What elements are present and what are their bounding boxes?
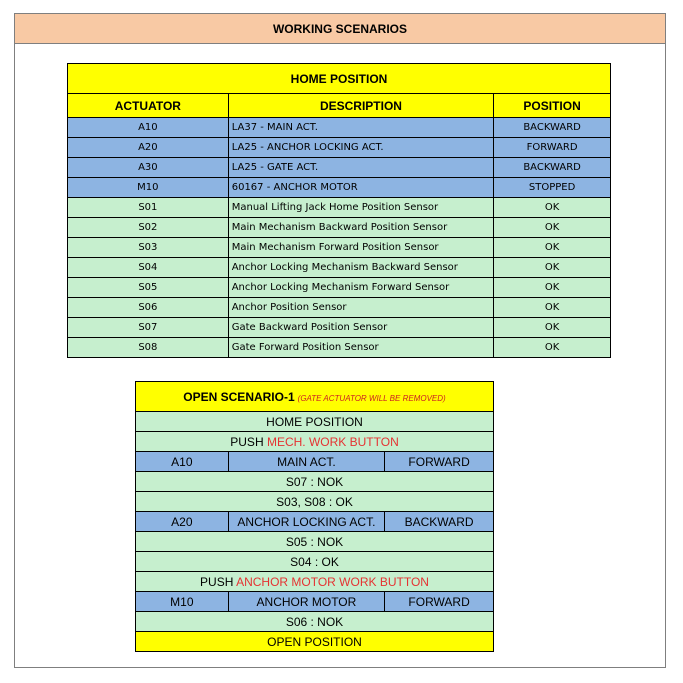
table-row bbox=[136, 532, 494, 552]
page-title: WORKING SCENARIOS bbox=[15, 14, 665, 44]
table-row bbox=[136, 512, 494, 532]
table-row bbox=[136, 432, 494, 452]
actuator-cell: S02 bbox=[68, 218, 229, 238]
position-cell: OK bbox=[494, 238, 611, 258]
column-header-actuator: ACTUATOR bbox=[68, 94, 229, 118]
position-cell: OK bbox=[494, 258, 611, 278]
push-anchor-motor-step bbox=[136, 572, 494, 592]
description-cell: Gate Backward Position Sensor bbox=[228, 318, 493, 338]
position-cell: OK bbox=[494, 338, 611, 358]
actuator-cell: A10 bbox=[68, 118, 229, 138]
description-cell: Anchor Position Sensor bbox=[228, 298, 493, 318]
table-row bbox=[68, 318, 611, 338]
actuator-cell: S03 bbox=[68, 238, 229, 258]
description-cell: LA25 - GATE ACT. bbox=[228, 158, 493, 178]
description-cell: 60167 - ANCHOR MOTOR bbox=[228, 178, 493, 198]
actuator-cell: S06 bbox=[68, 298, 229, 318]
actuator-cell: S07 bbox=[68, 318, 229, 338]
table-row bbox=[136, 632, 494, 652]
actuator-cell: S04 bbox=[68, 258, 229, 278]
push-prefix: PUSH bbox=[200, 574, 237, 589]
table-row bbox=[68, 118, 611, 138]
step-actuator-name: ANCHOR MOTOR bbox=[228, 592, 385, 612]
position-cell: OK bbox=[494, 298, 611, 318]
table-row bbox=[136, 472, 494, 492]
home-position-table bbox=[67, 63, 611, 358]
step-actuator-name: MAIN ACT. bbox=[228, 452, 385, 472]
table-row bbox=[136, 492, 494, 512]
position-cell: FORWARD bbox=[494, 138, 611, 158]
description-cell: LA25 - ANCHOR LOCKING ACT. bbox=[228, 138, 493, 158]
actuator-cell: M10 bbox=[68, 178, 229, 198]
description-cell: Anchor Locking Mechanism Forward Sensor bbox=[228, 278, 493, 298]
home-table-title-row bbox=[68, 64, 611, 94]
step-actuator-name: ANCHOR LOCKING ACT. bbox=[228, 512, 385, 532]
table-row bbox=[136, 412, 494, 432]
table-row bbox=[68, 278, 611, 298]
step-actuator-id: A20 bbox=[136, 512, 229, 532]
actuator-cell: A20 bbox=[68, 138, 229, 158]
position-cell: BACKWARD bbox=[494, 118, 611, 138]
description-cell: Manual Lifting Jack Home Position Sensor bbox=[228, 198, 493, 218]
table-row bbox=[136, 452, 494, 472]
sensor-status: S03, S08 : OK bbox=[136, 492, 494, 512]
position-cell: OK bbox=[494, 218, 611, 238]
column-header-position: POSITION bbox=[494, 94, 611, 118]
table-row bbox=[136, 612, 494, 632]
sensor-status: S04 : OK bbox=[136, 552, 494, 572]
step-actuator-direction: FORWARD bbox=[385, 452, 494, 472]
description-cell: LA37 - MAIN ACT. bbox=[228, 118, 493, 138]
position-cell: OK bbox=[494, 318, 611, 338]
column-header-description: DESCRIPTION bbox=[228, 94, 493, 118]
description-cell: Main Mechanism Backward Position Sensor bbox=[228, 218, 493, 238]
scenario-title: OPEN SCENARIO-1 bbox=[183, 389, 295, 404]
position-cell: BACKWARD bbox=[494, 158, 611, 178]
actuator-cell: A30 bbox=[68, 158, 229, 178]
table-row bbox=[68, 198, 611, 218]
sensor-status: S07 : NOK bbox=[136, 472, 494, 492]
home-position-step: HOME POSITION bbox=[136, 412, 494, 432]
position-cell: STOPPED bbox=[494, 178, 611, 198]
sensor-status: S05 : NOK bbox=[136, 532, 494, 552]
push-mech-work-step bbox=[136, 432, 494, 452]
home-table-header-row bbox=[68, 94, 611, 118]
table-row bbox=[68, 218, 611, 238]
scenario-subtitle: (GATE ACTUATOR WILL BE REMOVED) bbox=[297, 393, 446, 403]
mech-work-button-text: MECH. WORK BUTTON bbox=[266, 434, 399, 449]
table-row bbox=[68, 158, 611, 178]
table-row bbox=[68, 338, 611, 358]
description-cell: Gate Forward Position Sensor bbox=[228, 338, 493, 358]
scenario-title-row bbox=[136, 382, 494, 412]
position-cell: OK bbox=[494, 278, 611, 298]
step-actuator-id: M10 bbox=[136, 592, 229, 612]
home-table-body bbox=[68, 118, 611, 358]
table-row bbox=[68, 138, 611, 158]
open-position-step: OPEN POSITION bbox=[136, 632, 494, 652]
table-row bbox=[68, 178, 611, 198]
step-actuator-direction: FORWARD bbox=[385, 592, 494, 612]
actuator-cell: S05 bbox=[68, 278, 229, 298]
table-row bbox=[68, 258, 611, 278]
actuator-cell: S08 bbox=[68, 338, 229, 358]
table-row bbox=[136, 592, 494, 612]
anchor-motor-work-button-text: ANCHOR MOTOR WORK BUTTON bbox=[236, 574, 429, 589]
home-table-title: HOME POSITION bbox=[68, 64, 611, 94]
table-row bbox=[68, 238, 611, 258]
sensor-status: S06 : NOK bbox=[136, 612, 494, 632]
actuator-cell: S01 bbox=[68, 198, 229, 218]
step-actuator-id: A10 bbox=[136, 452, 229, 472]
push-prefix: PUSH bbox=[230, 434, 267, 449]
open-scenario-table bbox=[135, 381, 494, 652]
description-cell: Main Mechanism Forward Position Sensor bbox=[228, 238, 493, 258]
table-row bbox=[136, 552, 494, 572]
scenario-title-cell bbox=[136, 382, 494, 412]
position-cell: OK bbox=[494, 198, 611, 218]
description-cell: Anchor Locking Mechanism Backward Sensor bbox=[228, 258, 493, 278]
table-row bbox=[136, 572, 494, 592]
table-row bbox=[68, 298, 611, 318]
step-actuator-direction: BACKWARD bbox=[385, 512, 494, 532]
